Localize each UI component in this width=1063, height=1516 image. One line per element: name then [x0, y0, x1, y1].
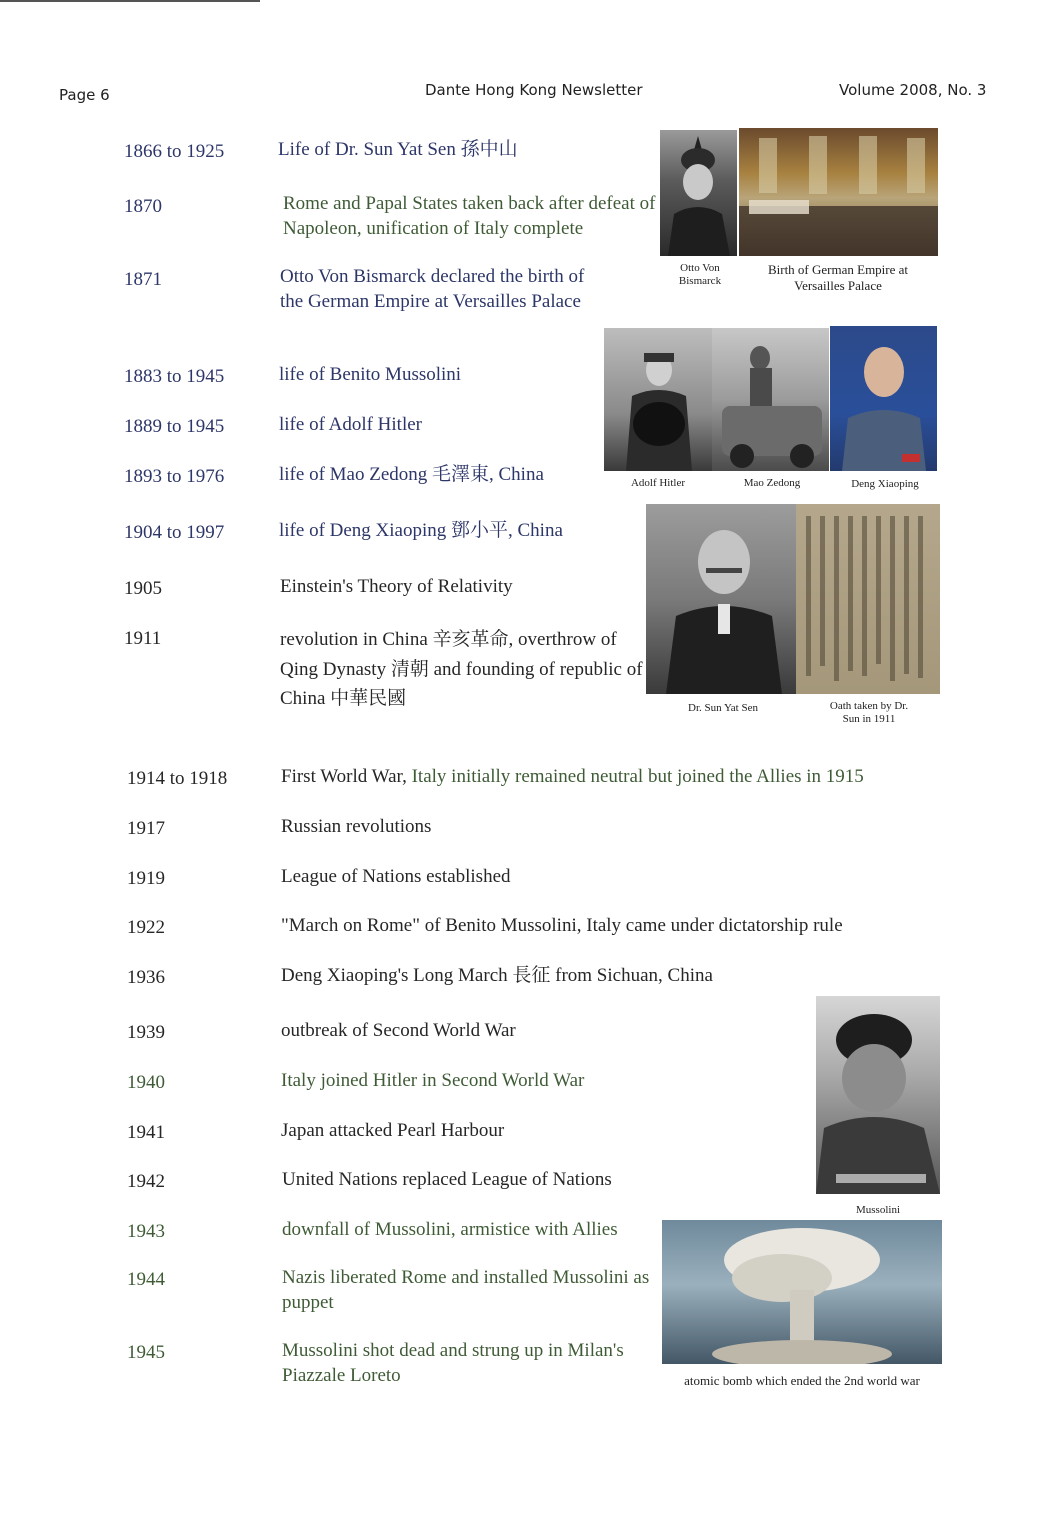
year-1943: 1943: [127, 1221, 165, 1242]
event-1914: [281, 765, 864, 790]
page-number: Page 6: [59, 86, 110, 104]
atomic-bomb-photo: [662, 1220, 942, 1364]
year-1945: 1945: [127, 1342, 165, 1363]
hitler-icon: [604, 328, 712, 471]
volume-number: Volume 2008, No. 3: [839, 81, 987, 99]
versailles-icon: [739, 128, 938, 256]
year-1893: 1893 to 1976: [124, 466, 225, 487]
event-1943: downfall of Mussolini, armistice with Allies: [282, 1219, 618, 1240]
mao-photo: [712, 328, 829, 471]
event-1905: Einstein's Theory of Relativity: [280, 576, 513, 597]
event-1944: Nazis liberated Rome and installed Mussolini as puppet: [282, 1267, 650, 1313]
caption-oath: Oath taken by Dr. Sun in 1911: [829, 700, 909, 725]
year-1914: 1914 to 1918: [127, 768, 228, 789]
year-1922: 1922: [127, 917, 165, 938]
caption-sun: Dr. Sun Yat Sen: [688, 702, 758, 714]
top-rule: [0, 0, 260, 2]
year-1904: 1904 to 1997: [124, 522, 225, 543]
event-1911: revolution in China 辛亥革命, overthrow of Qing Dynasty 清朝 and founding of republic of China 中華民國: [280, 629, 643, 709]
event-1871: Otto Von Bismarck declared the birth of the German Empire at Versailles Palace: [280, 266, 585, 312]
year-1889: 1889 to 1945: [124, 416, 225, 437]
event-1917: Russian revolutions: [281, 816, 432, 837]
event-1866: Life of Dr. Sun Yat Sen 孫中山: [278, 139, 518, 160]
versailles-painting: [739, 128, 938, 256]
year-1911: 1911: [124, 628, 162, 649]
year-1870: 1870: [124, 196, 162, 217]
event-1914-note: Italy initially remained neutral but joined the Allies in 1915: [411, 766, 864, 787]
event-1919: League of Nations established: [281, 866, 511, 887]
hitler-photo: [604, 328, 712, 471]
year-1917: 1917: [127, 818, 165, 839]
caption-deng: Deng Xiaoping: [851, 478, 919, 490]
deng-photo: [830, 326, 937, 471]
event-1939: outbreak of Second World War: [281, 1020, 516, 1041]
caption-mao: Mao Zedong: [743, 477, 801, 489]
sun-yat-sen-icon: [646, 504, 796, 694]
bismarck-photo: [660, 130, 737, 256]
year-1883: 1883 to 1945: [124, 366, 225, 387]
year-1939: 1939: [127, 1022, 165, 1043]
event-1941: Japan attacked Pearl Harbour: [281, 1120, 505, 1141]
caption-bomb: atomic bomb which ended the 2nd world war: [684, 1373, 920, 1388]
caption-hitler: Adolf Hitler: [630, 477, 686, 489]
year-1919: 1919: [127, 868, 165, 889]
year-1871: 1871: [124, 269, 162, 290]
oath-document-photo: [796, 504, 940, 694]
oath-document-icon: [796, 504, 940, 694]
year-1941: 1941: [127, 1122, 165, 1143]
event-1893: life of Mao Zedong 毛澤東, China: [279, 464, 544, 485]
deng-icon: [830, 326, 937, 471]
event-1883: life of Benito Mussolini: [279, 364, 462, 385]
mussolini-photo: [816, 996, 940, 1194]
year-1866: 1866 to 1925: [124, 141, 225, 162]
event-1922: "March on Rome" of Benito Mussolini, Italy came under dictatorship rule: [281, 915, 843, 936]
event-1945: Mussolini shot dead and strung up in Milan's Piazzale Loreto: [282, 1340, 624, 1386]
caption-mussolini: Mussolini: [855, 1204, 900, 1216]
year-1905: 1905: [124, 578, 162, 599]
mussolini-icon: [816, 996, 940, 1194]
event-1940: Italy joined Hitler in Second World War: [281, 1070, 585, 1091]
event-1889: life of Adolf Hitler: [279, 414, 422, 435]
year-1942: 1942: [127, 1171, 165, 1192]
event-1904: life of Deng Xiaoping 鄧小平, China: [279, 520, 563, 541]
caption-bismarck: Otto Von Bismarck: [678, 262, 722, 287]
newsletter-title: Dante Hong Kong Newsletter: [425, 81, 643, 99]
event-1870: Rome and Papal States taken back after defeat of Napoleon, unification of Italy complete: [283, 193, 656, 239]
event-1936: Deng Xiaoping's Long March 長征 from Sichuan, China: [281, 965, 713, 986]
atomic-bomb-icon: [662, 1220, 942, 1364]
mao-icon: [712, 328, 829, 471]
bismarck-icon: [660, 130, 737, 256]
caption-versailles: Birth of German Empire at Versailles Palace: [767, 262, 909, 293]
sun-yat-sen-photo: [646, 504, 796, 694]
event-1914-main: First World War,: [281, 766, 407, 787]
year-1944: 1944: [127, 1269, 165, 1290]
year-1940: 1940: [127, 1072, 165, 1093]
event-1942: United Nations replaced League of Nations: [282, 1169, 612, 1190]
year-1936: 1936: [127, 967, 165, 988]
